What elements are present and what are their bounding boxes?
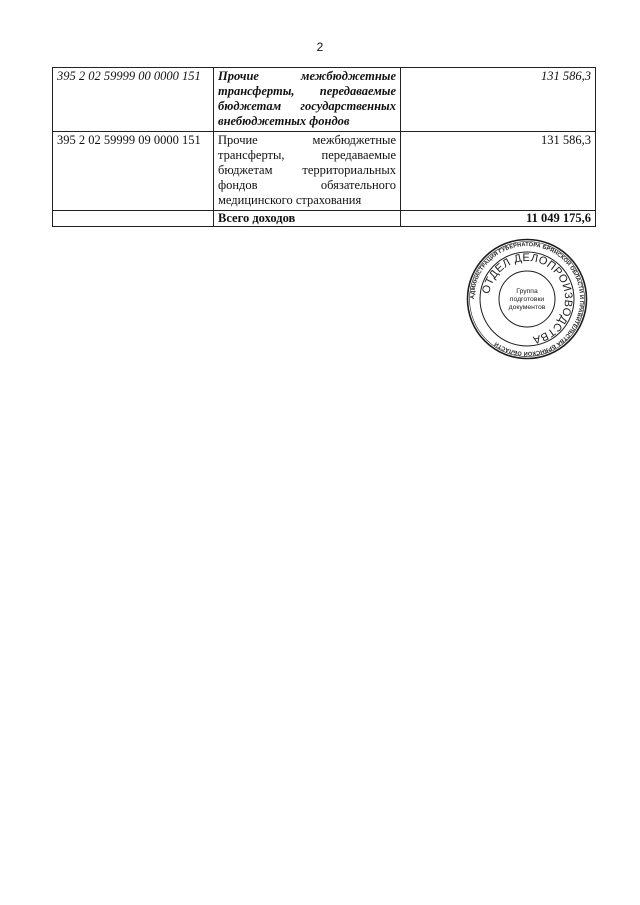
total-code-cell	[53, 211, 214, 227]
budget-code-cell: 395 2 02 59999 09 0000 151	[53, 132, 214, 211]
table-row	[53, 68, 596, 132]
revenue-table	[52, 67, 596, 227]
stamp-inner-text: ОТДЕЛ ДЕЛОПРОИЗВОДСТВА	[480, 251, 575, 346]
official-stamp	[466, 238, 588, 360]
table-row	[53, 132, 596, 211]
amount-cell: 131 586,3	[401, 132, 596, 211]
budget-code-cell: 395 2 02 59999 00 0000 151	[53, 68, 214, 132]
stamp-center-line1: Группа	[516, 288, 538, 295]
revenue-name-cell: Прочие межбюджетные трансферты, передаваемые бюджетам государственных внебюджетных фондов	[214, 68, 401, 132]
total-amount-cell: 11 049 175,6	[401, 211, 596, 227]
amount-cell: 131 586,3	[401, 68, 596, 132]
stamp-outer-text: АДМИНИСТРАЦИЯ ГУБЕРНАТОРА БРЯНСКОЙ ОБЛАСТИ И ПРАВИТЕЛЬСТВА БРЯНСКОЙ ОБЛАСТИ	[469, 241, 585, 357]
total-row	[53, 211, 596, 227]
page-number: 2	[316, 40, 324, 54]
revenue-name-cell: Прочие межбюджетные трансферты, передаваемые бюджетам территориальных фондов обязательного медицинского страхования	[214, 132, 401, 211]
stamp-center-line3: документов	[508, 304, 546, 311]
stamp-center-line2: подготовки	[509, 296, 545, 303]
total-label-cell: Всего доходов	[214, 211, 401, 227]
